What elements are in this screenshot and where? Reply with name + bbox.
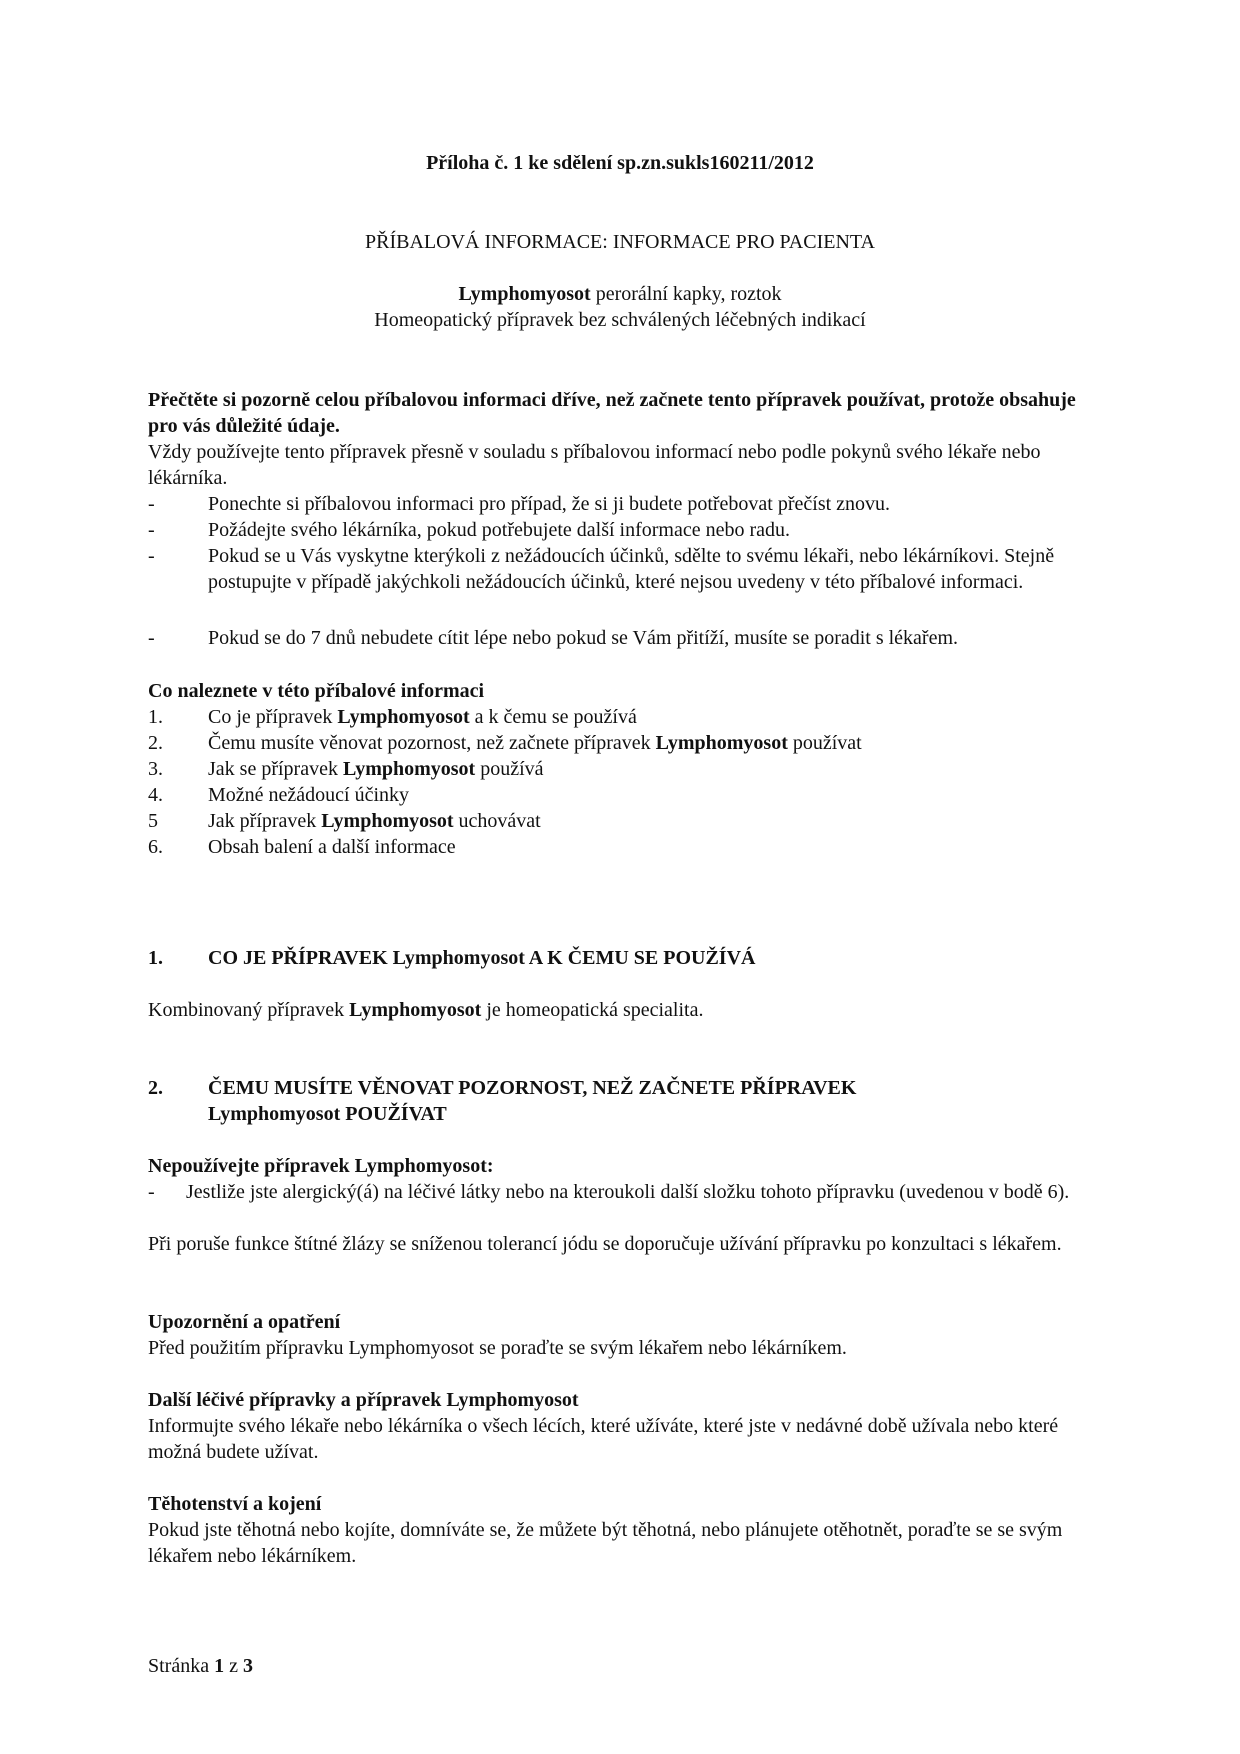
attachment-reference: Příloha č. 1 ke sdělení sp.zn.sukls160211/2012 xyxy=(426,152,814,174)
pregnancy-heading: Těhotenství a kojení xyxy=(148,1493,322,1515)
section-number: 2. xyxy=(148,1077,163,1099)
toc-number: 1. xyxy=(148,706,163,728)
bullet-text: Pokud se u Vás vyskytne kterýkoli z nežádoucích účinků, sdělte to svému lékaři, nebo lékárníkovi. Stejně postupujte v případě jakýchkoli nežádoucích účinků, které nejsou uvedeny v této příbalové informaci. xyxy=(208,545,1055,593)
toc-text: Čemu musíte věnovat pozornost, než začnete přípravek Lymphomyosot používat xyxy=(208,732,862,754)
toc-text: Jak přípravek Lymphomyosot uchovávat xyxy=(208,810,541,832)
toc-text: Obsah balení a další informace xyxy=(208,836,456,858)
interactions-heading: Další léčivé přípravky a přípravek Lymphomyosot xyxy=(148,1389,579,1411)
intro-bold-notice: Přečtěte si pozorně celou příbalovou informaci dříve, než začnete tento přípravek používat, protože obsahuje pro vás důležité údaje. xyxy=(148,389,1076,437)
section-number: 1. xyxy=(148,947,163,969)
contraindications-heading: Nepoužívejte přípravek Lymphomyosot: xyxy=(148,1155,494,1177)
interactions-text: Informujte svého lékaře nebo lékárníka o všech lécích, které užíváte, které jste v nedávné době užívala nebo které možná budete užívat. xyxy=(148,1415,1059,1463)
section-title: CO JE PŘÍPRAVEK Lymphomyosot A K ČEMU SE POUŽÍVÁ xyxy=(208,947,756,969)
bullet-marker: - xyxy=(148,493,155,515)
product-name: Lymphomyosot xyxy=(458,283,591,305)
toc-text: Jak se přípravek Lymphomyosot používá xyxy=(208,758,544,780)
toc-number: 5 xyxy=(148,810,158,832)
bullet-text: Ponechte si příbalovou informaci pro případ, že si ji budete potřebovat přečíst znovu. xyxy=(208,493,891,515)
warnings-heading: Upozornění a opatření xyxy=(148,1311,341,1333)
thyroid-note: Při poruše funkce štítné žlázy se sníženou tolerancí jódu se doporučuje užívání přípravku po konzultaci s lékařem. xyxy=(148,1233,1062,1255)
toc-number: 4. xyxy=(148,784,163,806)
warnings-text: Před použitím přípravku Lymphomyosot se poraďte se svým lékařem nebo lékárníkem. xyxy=(148,1337,847,1359)
section-1-text: Kombinovaný přípravek Lymphomyosot je homeopatická specialita. xyxy=(148,999,704,1021)
section-title: ČEMU MUSÍTE VĚNOVAT POZORNOST, NEŽ ZAČNETE PŘÍPRAVEK Lymphomyosot POUŽÍVAT xyxy=(208,1077,857,1125)
toc-heading: Co naleznete v této příbalové informaci xyxy=(148,680,485,702)
bullet-marker: - xyxy=(148,519,155,541)
bullet-marker: - xyxy=(148,1181,155,1203)
page-number: Stránka 1 z 3 xyxy=(148,1655,253,1677)
bullet-text: Požádejte svého lékárníka, pokud potřebujete další informace nebo radu. xyxy=(208,519,791,541)
product-line xyxy=(0,281,1240,307)
product-subtitle: Homeopatický přípravek bez schválených léčebných indikací xyxy=(374,309,866,331)
pregnancy-text: Pokud jste těhotná nebo kojíte, domníváte se, že můžete být těhotná, nebo plánujete otěhotnět, poraďte se se svým lékařem nebo lékárníkem. xyxy=(148,1519,1063,1567)
intro-text: Vždy používejte tento přípravek přesně v souladu s příbalovou informací nebo podle pokynů svého lékaře nebo lékárníka. xyxy=(148,441,1041,489)
bullet-marker: - xyxy=(148,627,155,649)
toc-text: Možné nežádoucí účinky xyxy=(208,784,410,806)
product-form: perorální kapky, roztok xyxy=(590,283,782,305)
toc-text: Co je přípravek Lymphomyosot a k čemu se používá xyxy=(208,706,637,728)
bullet-marker: - xyxy=(148,545,155,567)
bullet-text: Jestliže jste alergický(á) na léčivé látky nebo na kteroukoli další složku tohoto přípravku (uvedenou v bodě 6). xyxy=(186,1181,1070,1203)
toc-number: 6. xyxy=(148,836,163,858)
bullet-text: Pokud se do 7 dnů nebudete cítit lépe nebo pokud se Vám přitíží, musíte se poradit s lékařem. xyxy=(208,627,959,649)
toc-number: 2. xyxy=(148,732,163,754)
toc-number: 3. xyxy=(148,758,163,780)
document-title: PŘÍBALOVÁ INFORMACE: INFORMACE PRO PACIENTA xyxy=(365,231,875,253)
